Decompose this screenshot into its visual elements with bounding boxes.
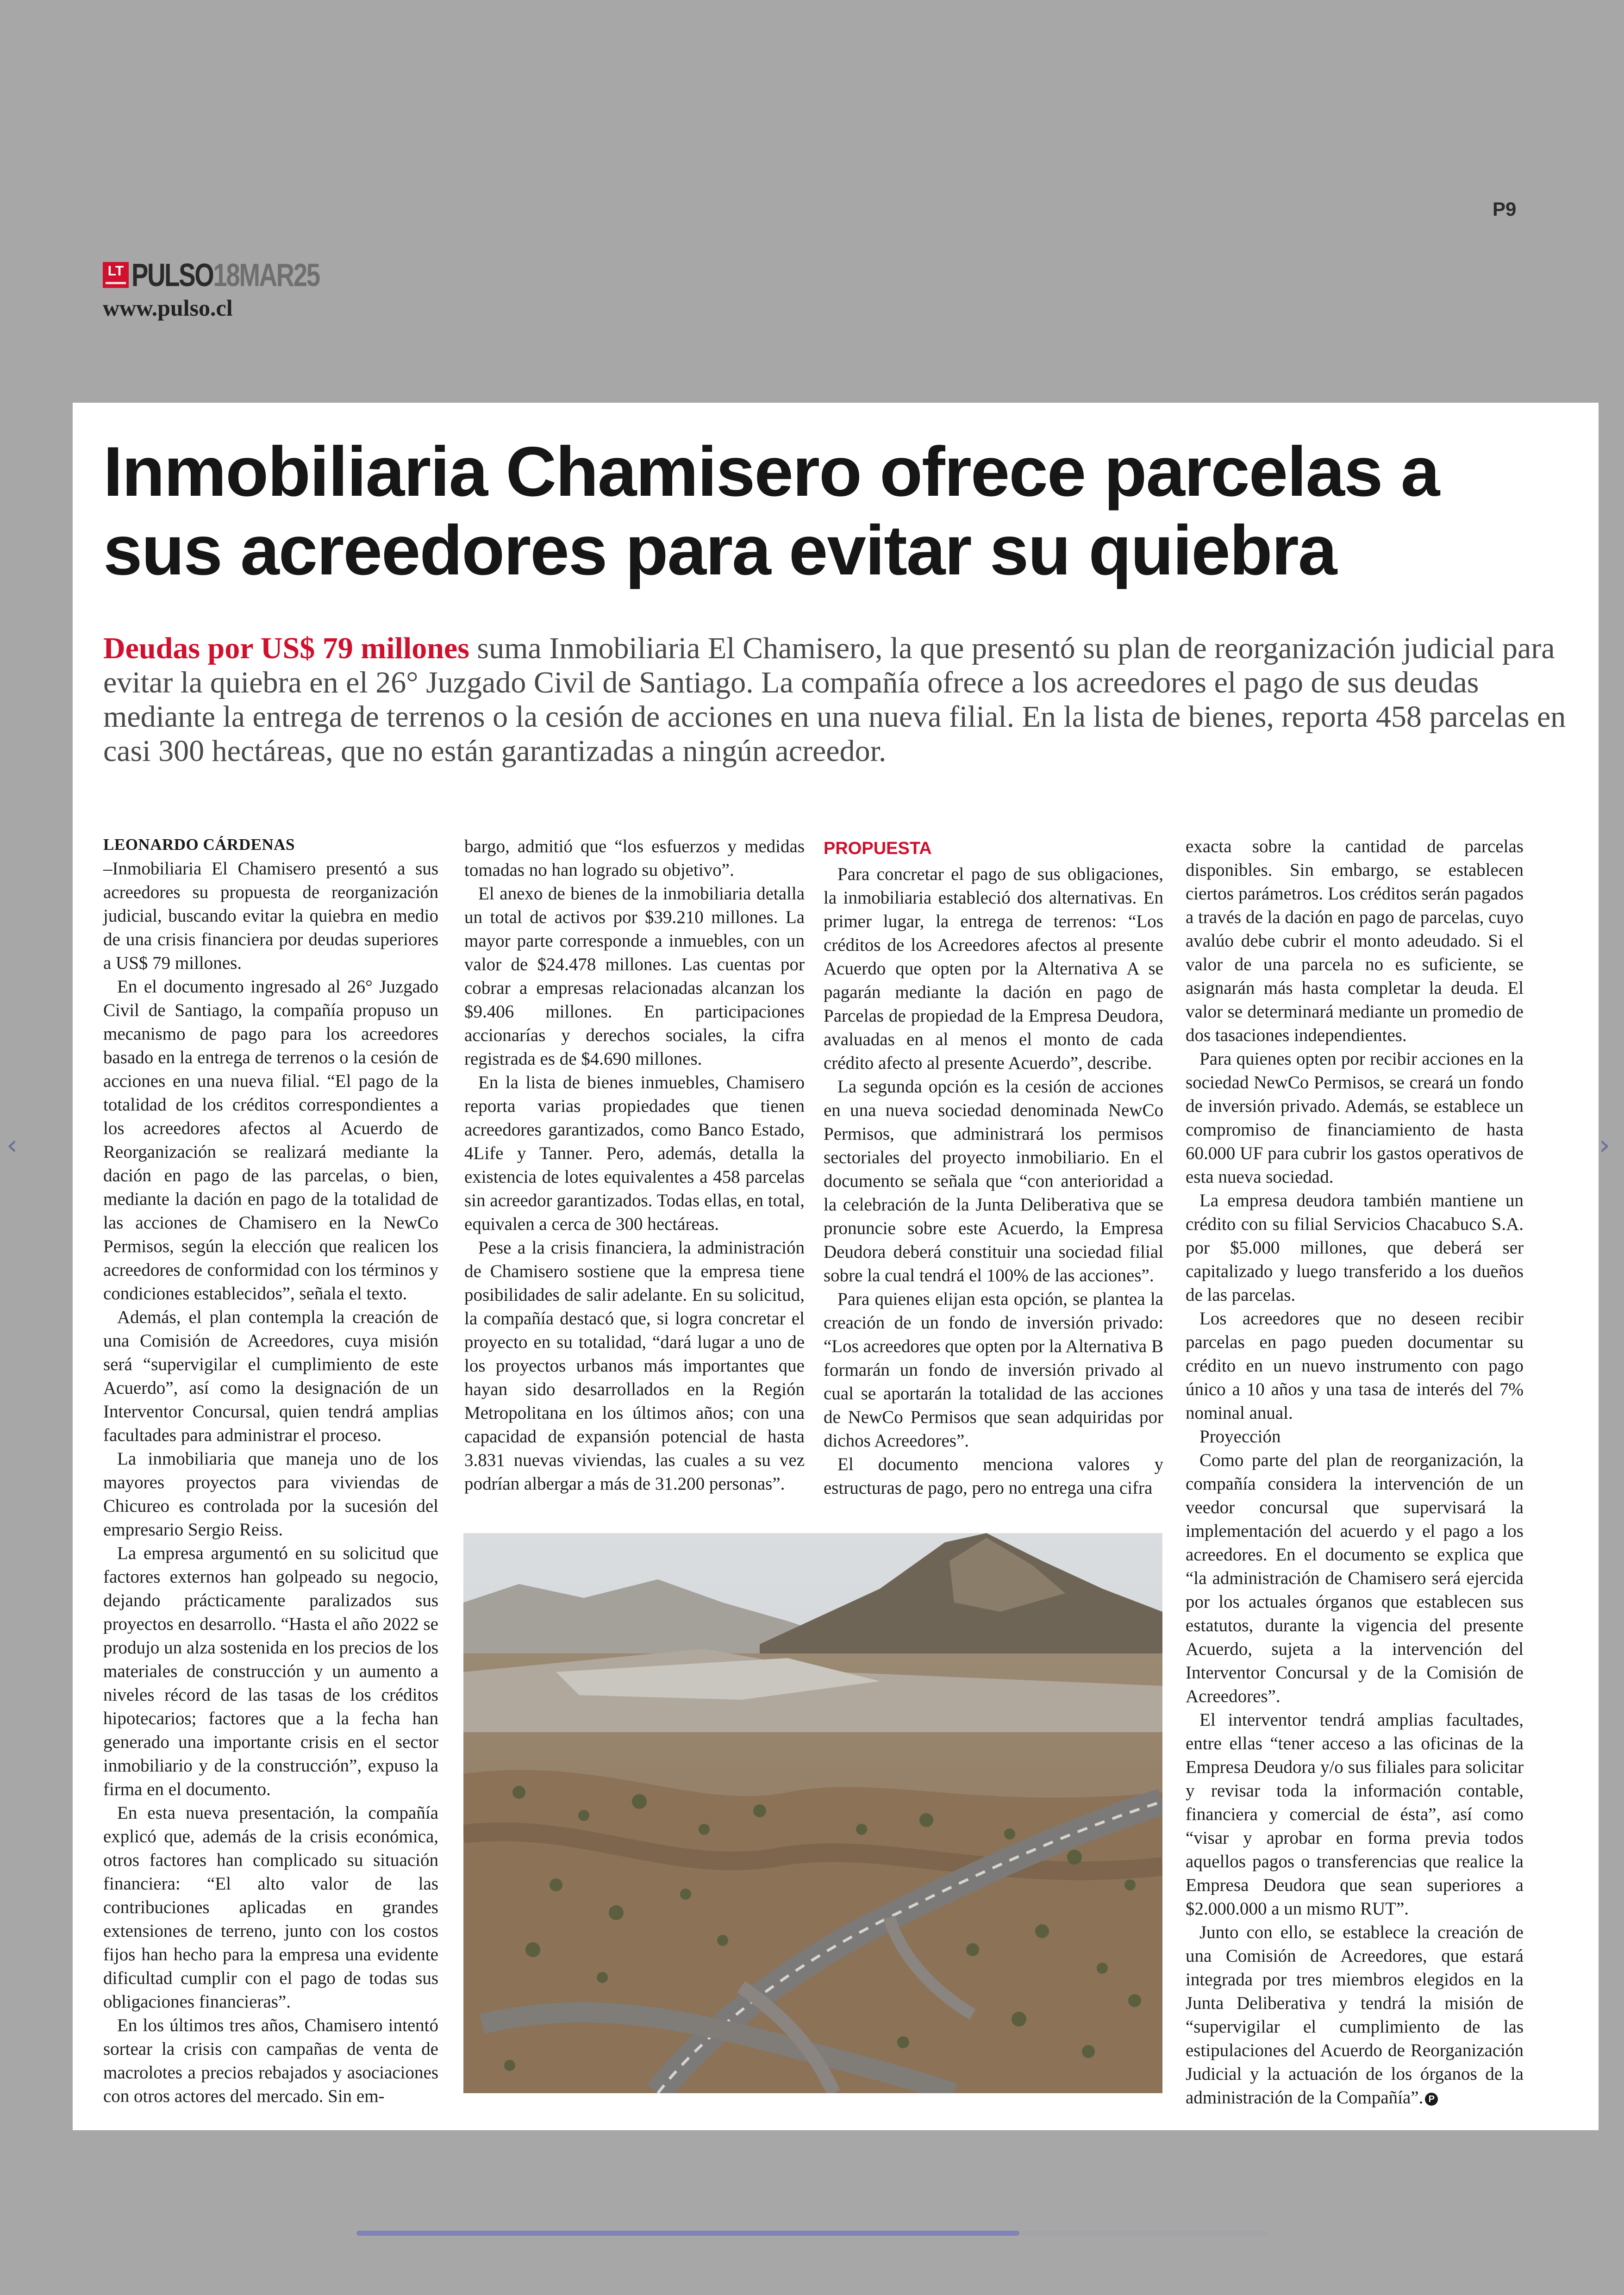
brand-title: PULSO	[131, 257, 213, 293]
subheading-proyeccion: Proyección	[1199, 1427, 1281, 1447]
aerial-photo	[463, 1533, 1162, 2093]
column-2	[464, 835, 805, 1496]
body-paragraph: Para quienes opten por recibir acciones en la sociedad NewCo Permisos, se creará un fondo de inversión privado. Además, se establece un compromiso de financiamiento de hasta 60.000 UF para cubrir los gastos operativos de esta nueva sociedad.	[1186, 1049, 1524, 1187]
article-card	[73, 403, 1599, 2130]
lt-logo-text: LT	[107, 263, 124, 279]
aerial-photo-illustration	[463, 1533, 1162, 2093]
column-3	[824, 835, 1163, 1500]
page-number: P9	[1493, 198, 1517, 220]
masthead	[103, 258, 372, 321]
body-paragraph: Como parte del plan de reorganización, la compañía considera la intervención de un veedor concursal que supervisará la implementación del acuerdo y el pago a los acreedores. En el documento se explica que “la administración de Chamisero será ejercida por los actuales órganos que establecen sus estatutos, durante la vigencia del presente Acuerdo, sujeta a la intervención del Interventor Concursal y de la Comisión de Acreedores”.	[1186, 1450, 1524, 1706]
end-mark-icon: P	[1425, 2093, 1438, 2106]
lead-text: suma Inmobiliaria El Chamisero, la que presentó su plan de reorganización judicial para evitar la quiebra en el 26° Juzgado Civil de Santiago. La compañía ofrece a los acreedores el pago de sus deudas mediante la entrega de terrenos o la cesión de acciones en una nueva filial. En la lista de bienes, reporta 458 parcelas en casi 300 hectáreas, que no están garantizadas a ningún acreedor.	[103, 631, 1566, 768]
body-paragraph: La empresa deudora también mantiene un crédito con su filial Servicios Chacabuco S.A. por $5.000 millones, que deberá ser capitalizado y luego transferido a los dueños de las parcelas.	[1186, 1191, 1524, 1305]
body-paragraph: bargo, admitió que “los esfuerzos y medidas tomadas no han logrado su objetivo”.	[464, 836, 805, 880]
lead-kicker: Deudas por US$ 79 millones	[103, 631, 469, 665]
headline: Inmobiliaria Chamisero ofrece parcelas a sus acreedores para evitar su quiebra	[103, 432, 1439, 590]
body-paragraph: En los últimos tres años, Chamisero intentó sortear la crisis con campañas de venta de macrolotes a precios rebajados y asociaciones con otros actores del mercado. Sin em-	[103, 2015, 438, 2106]
body-paragraph: En esta nueva presentación, la compañía explicó que, además de la crisis económica, otros factores han complicado su situación financiera: “El alto valor de las contribuciones aplicadas en grandes extensiones de terreno, junto con los costos fijos han hecho para la empresa una evidente dificultad cumplir con el pago de todas sus obligaciones financieras”.	[103, 1803, 438, 2012]
site-url: www.pulso.cl	[103, 295, 233, 321]
body-paragraph	[1186, 1921, 1524, 2109]
body-paragraph: Para quienes elijan esta opción, se plantea la creación de un fondo de inversión privado: “Los acreedores que opten por la Alternativa B formarán un fondo de inversión privado al cual se aportarán la totalidad de las acciones de NewCo Permisos que sean adquiridas por dichos Acreedores”.	[824, 1289, 1163, 1451]
body-paragraph: exacta sobre la cantidad de parcelas disponibles. Sin embargo, se establecen ciertos parámetros. Los créditos serán pagados a través de la dación en pago de parcelas, cuyo avalúo debe cubrir el monto adeudado. Si el valor de una parcela no es suficiente, se asignarán más hasta completar la deuda. El valor se determinará mediante un promedio de dos tasaciones independientes.	[1186, 836, 1524, 1045]
brand-name	[131, 256, 319, 293]
scroll-thumb[interactable]	[356, 2231, 1019, 2236]
body-paragraph: En el documento ingresado al 26° Juzgado Civil de Santiago, la compañía propuso un mecanismo de pago para los acreedores basado en la entrega de terrenos o la cesión de acciones en una nueva filial. “El pago de la totalidad de los créditos correspondientes a los acreedores afectos al Acuerdo de Reorganización se realizará mediante la dación en pago de las parcelas, o bien, mediante la dación en pago de la totalidad de las acciones de Chamisero en la NewCo Permisos, según la elección que realicen los acreedores de conformidad con los términos y condiciones establecidos”, señala el texto.	[103, 977, 438, 1303]
body-paragraph: Para concretar el pago de sus obligaciones, la inmobiliaria estableció dos alternativas. En primer lugar, la entrega de terrenos: “Los créditos de los Acreedores afectos al presente Acuerdo que opten por la Alternativa A se pagarán mediante la dación en pago de Parcelas de propiedad de la Empresa Deudora, avaluadas en al menos el monto de cada crédito afecto al presente Acuerdo”, describe.	[824, 864, 1163, 1073]
body-paragraph: Pese a la crisis financiera, la administración de Chamisero sostiene que la empresa tiene posibilidades de salir adelante. En su solicitud, la compañía destacó que, si logra concretar el proyecto en su totalidad, “dará lugar a uno de los proyectos urbanos más importantes que hayan sido desarrollados en la Región Metropolitana en los últimos años; con una capacidad de expansión potencial de hasta 3.831 nuevas viviendas, las cuales a su vez podrían albergar a más de 31.200 personas”.	[464, 1238, 805, 1494]
chevron-left-icon[interactable]: ‹	[6, 1129, 18, 1161]
body-paragraph: El interventor tendrá amplias facultades, entre ellas “tener acceso a las oficinas de la Empresa Deudora y/o sus filiales para solicitar y revisar toda la información contable, financiera y comercial de ésta”, así como “visar y aprobar en forma previa todos aquellos pagos o transferencias que realice la Empresa Deudora que sean superiores a $2.000.000 a un mismo RUT”.	[1186, 1710, 1524, 1919]
chevron-right-icon[interactable]: ›	[1599, 1129, 1610, 1161]
body-paragraph: Los acreedores que no deseen recibir parcelas en pago pueden documentar su crédito en un nuevo instrumento con pago único a 10 años y una tasa de interés del 7% nominal anual.	[1186, 1309, 1524, 1423]
body-paragraph: La empresa argumentó en su solicitud que factores externos han golpeado su negocio, dejando prácticamente paralizados sus proyectos en desarrollo. “Hasta el año 2022 se produjo un alza sostenida en los precios de los materiales de construcción y un aumento a niveles récord de las tasas de los créditos hipotecarios; factores que a la fecha han generado una importante crisis en el sector inmobiliario y de la construcción”, expuso la firma en el documento.	[103, 1543, 438, 1799]
body-paragraph: En la lista de bienes inmuebles, Chamisero reporta varias propiedades que tienen acreedores garantizados, como Banco Estado, 4Life y Tanner. Pero, además, detalla la existencia de lotes equivalentes a 458 parcelas sin acreedor garantizados. Todas ellas, en total, equivalen a cerca de 300 hectáreas.	[464, 1073, 805, 1234]
section-heading-propuesta: PROPUESTA	[824, 839, 932, 858]
column-1	[103, 835, 438, 2108]
body-paragraph: La inmobiliaria que maneja uno de los mayores proyectos para viviendas de Chicureo es controlada por la sucesión del empresario Sergio Reiss.	[103, 1449, 438, 1540]
body-paragraph: –Inmobiliaria El Chamisero presentó a sus acreedores su propuesta de reorganización judicial, buscando evitar la quiebra en medio de una crisis financiera por deudas superiores a US$ 79 millones.	[103, 859, 438, 973]
lt-logo	[103, 262, 129, 288]
column-4	[1186, 835, 1524, 2109]
body-paragraph: El documento menciona valores y estructuras de pago, pero no entrega una cifra	[824, 1454, 1163, 1498]
body-paragraph: El anexo de bienes de la inmobiliaria detalla un total de activos por $39.210 millones. La mayor parte corresponde a inmuebles, con un valor de $24.478 millones. Las cuentas por cobrar a empresas relacionadas alcanzan los $9.406 millones. En participaciones accionarías y derechos sociales, la cifra registrada es de $4.690 millones.	[464, 884, 805, 1069]
masthead-line	[103, 258, 372, 292]
lead-paragraph	[103, 631, 1585, 768]
closing-text: Junto con ello, se establece la creación de una Comisión de Acreedores, que estará integrada por tres miembros elegidos en la Junta Deliberativa y tendrá la misión de “supervigilar el cumplimiento de las estipulaciones del Acuerdo de Reorganización Judicial y la actuación de los órganos de la administración de la Compañía”.	[1186, 1922, 1524, 2108]
body-paragraph: Además, el plan contempla la creación de una Comisión de Acreedores, cuya misión será “supervigilar el cumplimiento de este Acuerdo”, así como la designación de un Interventor Concursal, quien tendrá amplias facultades para administrar el proceso.	[103, 1307, 438, 1445]
byline: LEONARDO CÁRDENAS	[103, 836, 295, 854]
body-paragraph: La segunda opción es la cesión de acciones en una nueva sociedad denominada NewCo Permisos, que administrará los permisos sectoriales del proyecto inmobiliario. En el documento se señala que “con anterioridad a la celebración de la Junta Deliberativa que se pronuncie sobre este Acuerdo, la Empresa Deudora deberá constituir una sociedad filial sobre la cual tendrá el 100% de las acciones”.	[824, 1077, 1163, 1285]
issue-date: 18MAR25	[213, 257, 319, 293]
